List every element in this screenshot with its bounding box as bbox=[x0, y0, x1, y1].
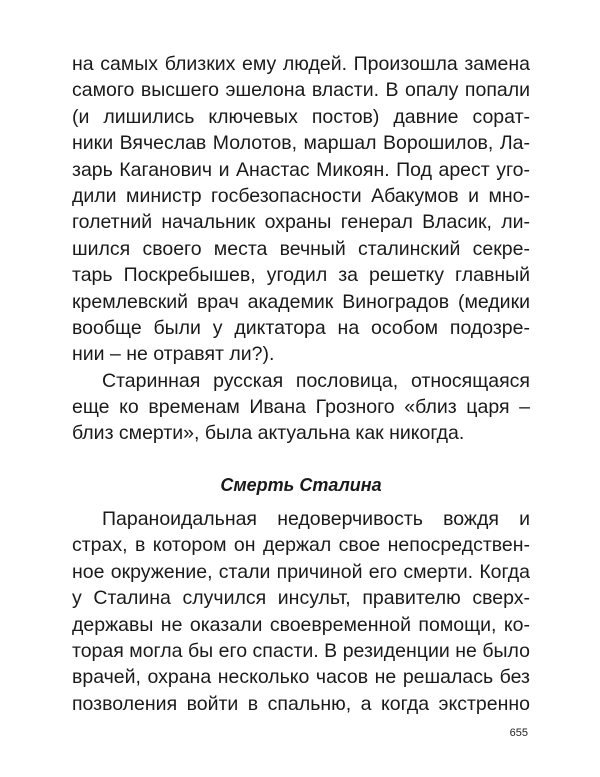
text-line: нии – не отравят ли?). bbox=[72, 343, 275, 366]
text-line: ники Вячеслав Молотов, маршал Ворошилов, Ла- bbox=[72, 132, 530, 155]
text-line: торая могла бы его спасти. В резиденции не было bbox=[72, 639, 530, 662]
text-line: тарь Поскребышев, угодил за решетку главный bbox=[72, 264, 530, 287]
text-line: зарь Каганович и Анастас Микоян. Под арест уго- bbox=[72, 158, 530, 181]
text-line: голетний начальник охраны генерал Власик, ли- bbox=[72, 211, 530, 234]
text-line: вообще были у диктатора на особом подозре- bbox=[72, 316, 530, 339]
text-line: близ смерти», была актуальна как никогда. bbox=[72, 422, 465, 445]
text-line: кремлевский врач академик Виноградов (медики bbox=[72, 290, 530, 313]
text-line: (и лишились ключевых постов) давние сорат- bbox=[72, 105, 530, 128]
page-number: 655 bbox=[509, 727, 528, 739]
text-line: еще ко временам Ивана Грозного «близ царя – bbox=[72, 396, 530, 419]
text-line: страх, в котором он держал свое непосредствен- bbox=[72, 534, 530, 557]
text-line: самого высшего эшелона власти. В опалу попали bbox=[72, 79, 530, 102]
text-line: у Сталина случился инсульт, правителю сверх- bbox=[72, 587, 530, 610]
top-text-block bbox=[72, 51, 530, 447]
text-line: на самых близких ему людей. Произошла замена bbox=[72, 53, 530, 75]
text-line: державы не оказали своевременной помощи, ко- bbox=[72, 613, 530, 636]
text-line: ное окружение, стали причиной его смерти. Когда bbox=[72, 560, 530, 583]
text-line: Старинная русская пословица, относящаяся bbox=[102, 369, 530, 392]
text-line: шился своего места вечный сталинский секре- bbox=[72, 237, 530, 260]
text-line: врачей, охрана несколько часов не решалась без bbox=[72, 666, 530, 689]
text-line: дили министр госбезопасности Абакумов и мно- bbox=[72, 184, 530, 207]
text-line: Параноидальная недоверчивость вождя и bbox=[102, 508, 530, 530]
text-line: позволения войти в спальню, а когда экстренно bbox=[72, 692, 530, 715]
bottom-text-block bbox=[72, 506, 530, 717]
section-heading: Смерть Сталина bbox=[220, 475, 382, 495]
